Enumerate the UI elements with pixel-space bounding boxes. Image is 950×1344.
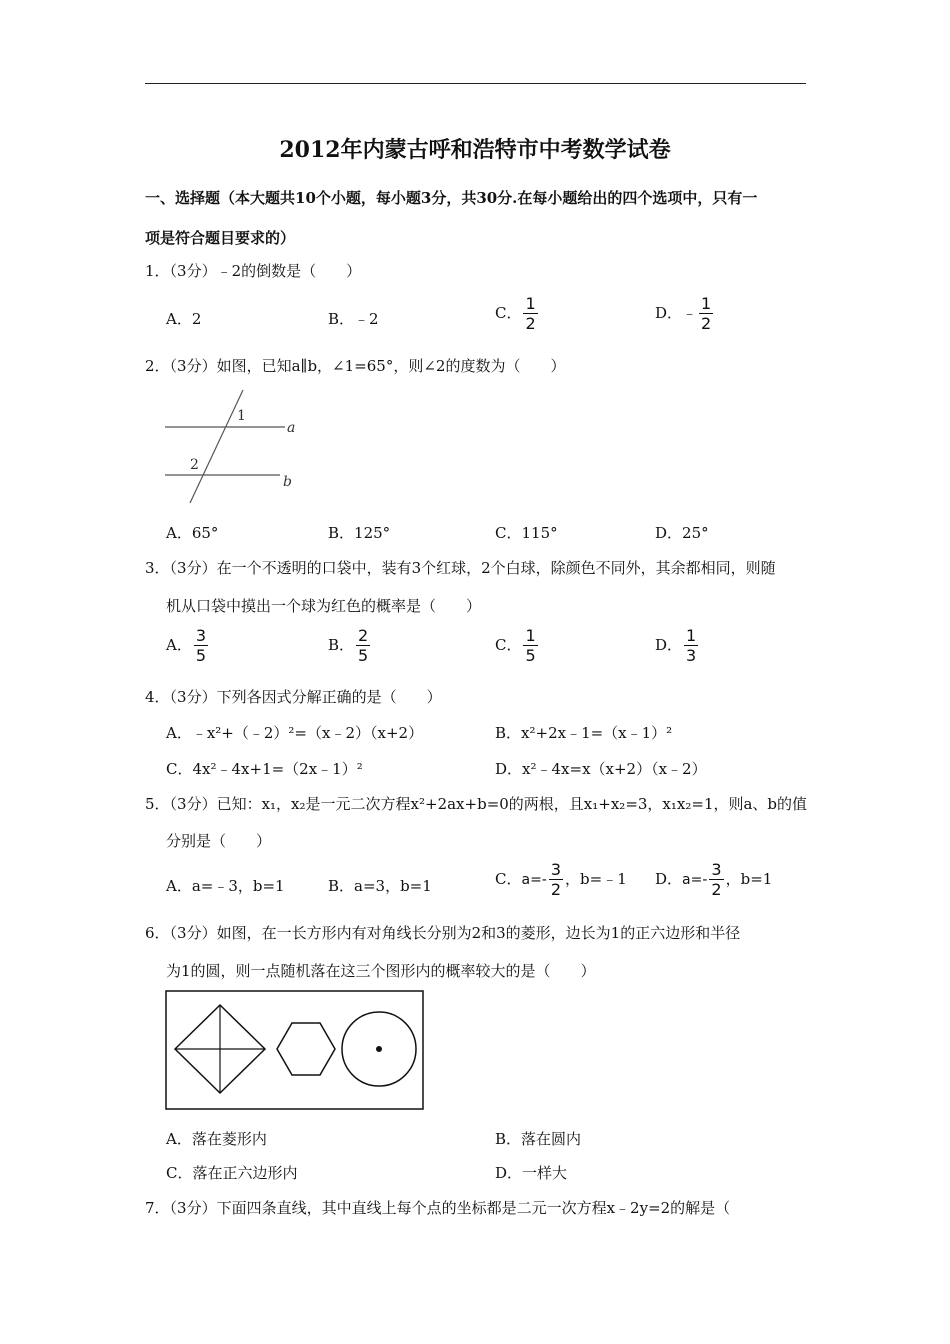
question-6-stem-line1: 6．（3分）如图，在一长方形内有对角线长分别为2和3的菱形，边长为1的正六边形和半径 (145, 924, 741, 942)
q5-option-b: B．a=3，b=1 (328, 877, 432, 895)
fraction: $\frac{3}{2}$ (550, 860, 562, 899)
question-5-stem-line2: 分别是（ ） (166, 832, 272, 850)
section-heading-line1: 一、选择题（本大题共10个小题，每小题3分，共30分.在每小题给出的四个选项中，只有一 (145, 189, 758, 207)
q1-option-d: D．﹣ $\frac{1}{2}$ (655, 294, 712, 333)
fraction: $\frac{3}{2}$ (711, 860, 722, 899)
q2-option-a: A．65° (166, 524, 219, 542)
page-title: 2012年内蒙古呼和浩特市中考数学试卷 (279, 137, 671, 163)
q4-option-c: C．4x²﹣4x+1=（2x﹣1）² (166, 760, 363, 778)
angle-2-label: 2 (190, 457, 199, 473)
q4-option-b: B．x²+2x﹣1=（x﹣1）² (495, 724, 673, 742)
q1-option-c: C． $\frac{1}{2}$ (495, 294, 536, 333)
q2-option-d: D．25° (655, 524, 709, 542)
section-heading-line2: 项是符合题目要求的） (145, 229, 296, 247)
question-4-stem: 4．（3分）下列各因式分解正确的是（ ） (145, 688, 442, 706)
q6-option-d: D．一样大 (495, 1164, 568, 1182)
question-1-stem: 1．（3分）﹣2的倒数是（ ） (145, 262, 362, 280)
q5-option-a: A．a=﹣3，b=1 (166, 877, 285, 895)
line-a-label: a (287, 420, 296, 436)
q1-option-a: A．2 (166, 310, 202, 328)
q3-option-d: D． $\frac{1}{3}$ (655, 626, 697, 665)
fraction: $\frac{1}{2}$ (525, 294, 536, 333)
fraction: $\frac{1}{3}$ (686, 626, 697, 665)
hexagon-shape (277, 1023, 335, 1075)
q3-option-a: A． $\frac{3}{5}$ (166, 626, 207, 665)
fraction: $\frac{1}{2}$ (701, 294, 712, 333)
line-b-label: b (283, 474, 292, 490)
q6-option-a: A．落在菱形内 (166, 1130, 267, 1148)
fraction: $\frac{1}{5}$ (525, 626, 536, 665)
question-7-stem: 7．（3分）下面四条直线，其中直线上每个点的坐标都是二元一次方程x﹣2y=2的解是（ (145, 1199, 731, 1217)
q5-option-c: C．a=- $\frac{3}{2}$ ，b=﹣1 (495, 860, 627, 899)
rectangle-frame (166, 991, 423, 1109)
q1-option-b: B．﹣2 (328, 310, 379, 328)
q4-option-d: D．x²﹣4x=x（x+2）（x﹣2） (495, 760, 707, 778)
circle-center-dot (376, 1046, 382, 1052)
question-3-stem-line2: 机从口袋中摸出一个球为红色的概率是（ ） (166, 597, 482, 615)
q6-option-c: C．落在正六边形内 (166, 1164, 298, 1182)
question-5-stem-line1: 5．（3分）已知：x₁，x₂是一元二次方程x²+2ax+b=0的两根，且x₁+x₂=3，x₁x₂=1，则a、b的值 (145, 795, 808, 813)
shapes-figure (165, 990, 425, 1110)
q6-option-b: B．落在圆内 (495, 1130, 582, 1148)
q3-option-b: B． $\frac{2}{5}$ (328, 626, 369, 665)
q2-option-b: B．125° (328, 524, 391, 542)
q2-option-c: C．115° (495, 524, 558, 542)
question-6-stem-line2: 为1的圆，则一点随机落在这三个图形内的概率较大的是（ ） (166, 962, 596, 980)
q3-option-c: C． $\frac{1}{5}$ (495, 626, 536, 665)
q4-option-a: A．﹣x²+（﹣2）²=（x﹣2）（x+2） (166, 724, 424, 742)
transversal-line (190, 390, 243, 503)
parallel-lines-figure (160, 385, 310, 505)
fraction: $\frac{3}{5}$ (195, 626, 207, 665)
question-2-stem: 2．（3分）如图，已知a∥b，∠1=65°，则∠2的度数为（ ） (145, 357, 566, 375)
header-rule (145, 83, 806, 84)
q5-option-d: D．a=- $\frac{3}{2}$ ，b=1 (655, 860, 773, 899)
question-3-stem-line1: 3．（3分）在一个不透明的口袋中，装有3个红球，2个白球，除颜色不同外，其余都相同，则随 (145, 559, 776, 577)
fraction: $\frac{2}{5}$ (358, 626, 369, 665)
angle-1-label: 1 (237, 408, 246, 424)
